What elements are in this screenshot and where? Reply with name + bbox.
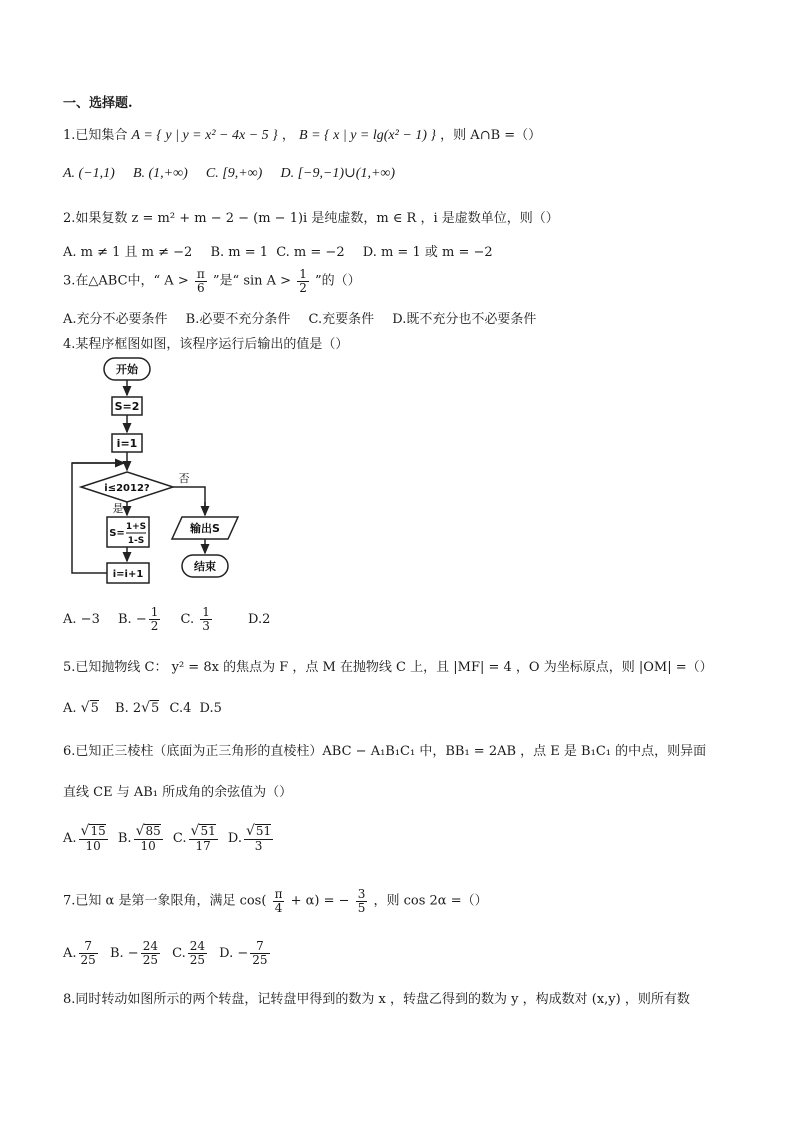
question-7-options [63,940,272,966]
question-1-separator: ， [281,128,295,143]
radicand: 5 [151,701,160,716]
q7-option-c[interactable] [172,939,209,967]
fraction-numerator: 3 [357,887,366,901]
set-a-definition: A = { y | y = x² − 4x − 5 } [131,128,278,143]
fraction-denominator: 3 [202,618,210,633]
option-sign: − [237,945,249,961]
flowchart [60,352,260,602]
radicand: 5 [90,701,99,716]
q3-option-b[interactable]: B.必要不充分条件 [185,312,291,327]
option-letter: A. [63,945,77,961]
fraction-denominator: 10 [140,838,156,853]
q5-option-a[interactable]: A. √5 [63,700,99,716]
fraction-denominator: 3 [254,838,263,853]
option-value: 4 [183,701,192,716]
fraction-denominator: 6 [197,280,205,295]
flowchart-start-label: 开始 [116,363,138,376]
question-6-line-2: 直线 CE 与 AB₁ 所成角的余弦值为（） [63,785,293,800]
question-7-part-a: 7.已知 α 是第一象限角，满足 cos( [63,893,267,909]
radicand: 51 [255,824,272,838]
question-1-stem [63,124,541,144]
flowchart-update-s-lhs: S= [109,528,125,539]
option-letter: B. [109,945,124,961]
question-7-part-c: ，则 cos 2α =（） [373,893,488,909]
flowchart-update-s-numerator: 1+S [125,522,147,532]
q7-option-b[interactable] [109,939,162,967]
question-1-suffix: ，则 A∩B =（） [440,128,542,143]
q2-option-b[interactable]: B. m = 1 [210,245,269,260]
q3-option-c[interactable]: C.充要条件 [308,312,375,327]
q1-option-b[interactable]: B. (1,+∞) [132,166,188,181]
option-letter: D. [199,701,214,716]
set-b-definition: B = { x | y = lg(x² − 1) } [299,128,437,143]
fraction-pi-over-4 [273,888,285,914]
q4-option-b[interactable] [117,605,162,633]
option-letter: D. [227,830,242,846]
question-5-stem: 5.已知抛物线 C： y² = 8x 的焦点为 F ，点 M 在抛物线 C 上，且 |MF| = 4 ，O 为坐标原点，则 |OM| =（） [63,660,713,675]
option-letter: C. [172,945,186,961]
q6-option-a[interactable]: A. $\frac{√15}{10}$ [63,823,106,853]
fraction-numerator: 1 [150,605,159,619]
q4-option-d[interactable] [248,612,270,627]
question-7-stem [63,888,488,914]
fraction-denominator: 2 [299,280,307,295]
option-value: −3 [80,611,100,627]
option-sign: − [135,611,147,627]
option-sign: − [127,945,139,961]
fraction-numerator: 24 [189,939,206,953]
option-letter: C. [180,611,195,627]
flowchart-init-i-label: i=1 [116,437,138,450]
fraction-denominator: 25 [80,952,96,967]
fraction-denominator: 25 [252,952,268,967]
flowchart-output-label: 输出S [190,522,220,535]
question-7-part-b: + α) = − [290,893,350,909]
question-1-prefix: 1.已知集合 [63,128,128,143]
radicand: 85 [145,824,161,838]
fraction-denominator: 4 [274,900,283,915]
q5-option-d[interactable] [200,701,222,716]
option-letter: D. [248,611,263,627]
fraction-denominator: 5 [357,900,366,915]
question-4-options [63,606,284,632]
coefficient: 2 [132,701,142,716]
q6-option-b[interactable]: B. $\frac{√85}{10}$ [117,823,161,853]
q1-option-d[interactable]: D. [−9,−1)∪(1,+∞) [280,166,396,181]
question-3-options [63,308,536,327]
question-3-part-c: ”的（） [315,273,361,289]
q4-option-c[interactable] [180,605,214,633]
fraction-numerator: 1 [202,605,210,619]
question-3-stem [63,268,361,294]
option-value: 2 [262,611,271,627]
option-letter: D. [219,945,234,961]
q1-option-c[interactable]: C. [9,+∞) [205,166,263,181]
flowchart-condition-label: i≤2012? [104,483,150,494]
option-letter: B. [117,830,132,846]
fraction-pi-over-6 [195,268,207,294]
question-3-part-b: ”是“ sin A > [212,273,292,289]
flowchart-no-label: 否 [178,472,190,485]
q5-option-c[interactable] [169,701,191,716]
fraction-three-fifths [356,888,368,914]
flowchart-yes-label: 是 [112,502,124,515]
option-letter: C. [169,701,184,716]
radicand: 51 [200,824,216,838]
fraction-numerator: 7 [250,940,269,954]
radicand: 15 [90,824,106,838]
q2-option-c[interactable]: C. m = −2 [276,245,345,260]
q5-option-b[interactable]: B. 2√5 [115,700,160,716]
option-letter: A. [63,611,77,627]
question-2-stem: 2.如果复数 z = m² + m − 2 − (m − 1)i 是纯虚数，m ∈ R ，i 是虚数单位，则（） [63,211,559,226]
fraction-numerator: 7 [79,940,98,954]
fraction-denominator: 25 [189,952,206,967]
option-letter: C. [172,830,187,846]
fraction-denominator: 17 [195,838,211,853]
question-6-options [63,824,275,852]
option-value: 5 [213,701,222,716]
flowchart-update-s-denominator: 1-S [127,536,145,546]
q2-option-a[interactable]: A. m ≠ 1 且 m ≠ −2 [63,245,193,260]
flowchart-increment-label: i=i+1 [112,569,144,580]
option-letter: B. [117,611,132,627]
q2-option-d[interactable]: D. m = 1 或 m = −2 [362,245,493,260]
fraction-numerator: 24 [142,939,158,953]
fraction-numerator: 1 [299,267,307,281]
fraction-denominator: 25 [142,952,158,967]
question-5-options [63,700,222,716]
question-8-stem: 8.同时转动如图所示的两个转盘，记转盘甲得到的数为 x ，转盘乙得到的数为 y ，构成数对 (x,y) ，则所有数 [63,992,690,1007]
question-1-options [63,165,409,182]
section-title: 一、选择题. [63,96,133,111]
q3-option-a[interactable]: A.充分不必要条件 [63,312,168,327]
q7-option-d[interactable] [219,939,271,967]
q6-option-d[interactable]: D. $\frac{√51}{3}$ [227,823,272,853]
fraction-denominator: 2 [150,618,159,633]
q7-option-a[interactable] [63,939,100,967]
flowchart-end-label: 结束 [194,560,216,573]
q1-option-a[interactable]: A. (−1,1) [63,166,115,181]
fraction-numerator: π [196,267,205,281]
question-6-line-1: 6.已知正三棱柱（底面为正三角形的直棱柱）ABC − A₁B₁C₁ 中，BB₁ = 2AB ，点 E 是 B₁C₁ 的中点，则异面 [63,744,707,759]
q3-option-d[interactable]: D.既不充分也不必要条件 [392,312,537,327]
question-2-options [63,241,507,260]
q6-option-c[interactable]: C. $\frac{√51}{17}$ [172,823,216,853]
fraction-numerator: π [274,887,283,901]
question-3-part-a: 3.在△ABC中，“ A > [63,273,189,289]
fraction-denominator: 10 [85,838,101,853]
q4-option-a[interactable] [63,612,100,627]
question-4-stem: 4.某程序框图如图，该程序运行后输出的值是（） [63,337,349,352]
option-letter: A. [63,701,77,716]
flowchart-init-s-label: S=2 [114,400,140,413]
fraction-one-half [297,268,309,294]
option-letter: B. [115,701,129,716]
option-letter: A. [63,830,77,846]
